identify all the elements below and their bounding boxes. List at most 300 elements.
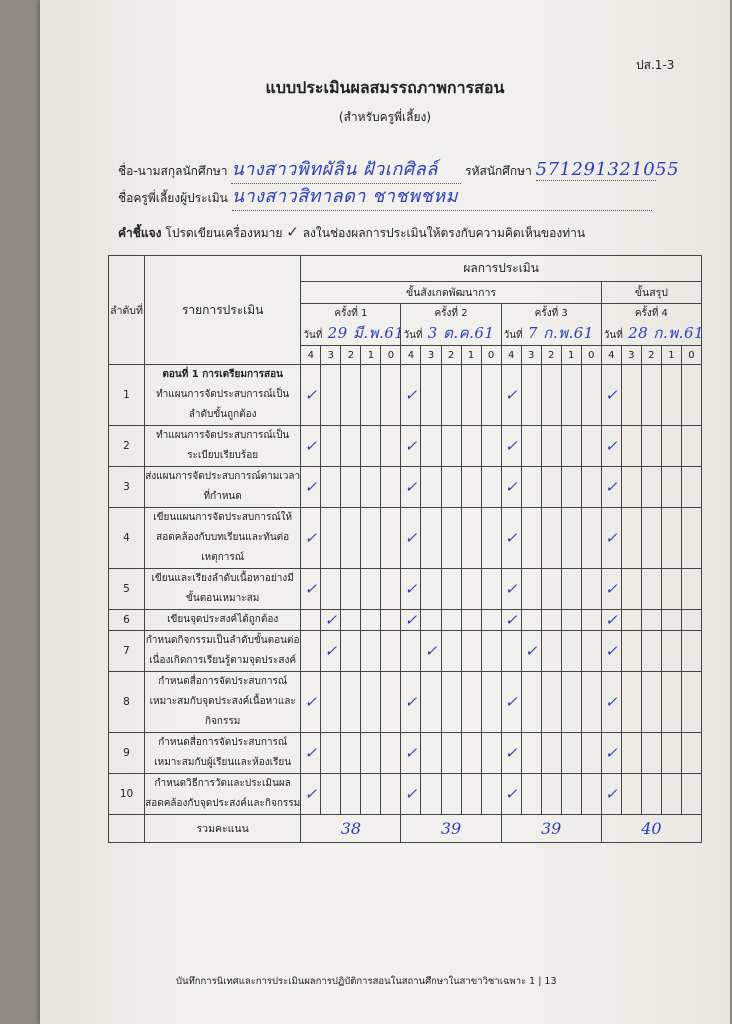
score-cell[interactable] — [621, 365, 641, 426]
checkmark-icon: ✓ — [604, 785, 618, 803]
score-cell[interactable] — [521, 569, 541, 610]
item-text: กำหนดวิธีการวัดและประเมินผลสอดคล้องกับจุดประสงค์และกิจกรรม — [145, 778, 301, 809]
score-cell[interactable] — [341, 774, 361, 815]
round-header — [301, 304, 405, 346]
checkmark-icon: ✓ — [404, 386, 418, 404]
checkmark-icon: ✓ — [604, 693, 618, 711]
score-cell[interactable] — [481, 774, 501, 815]
item-number: 8 — [109, 672, 145, 733]
score-cell[interactable] — [541, 774, 561, 815]
student-name-label: ชื่อ-นามสกุลนักศึกษา — [118, 164, 228, 178]
score-cell[interactable] — [341, 672, 361, 733]
score-cell[interactable] — [661, 774, 681, 815]
item-description — [145, 508, 301, 569]
score-cell[interactable] — [541, 672, 561, 733]
score-cell[interactable] — [621, 672, 641, 733]
score-cell[interactable] — [601, 467, 621, 508]
score-cell[interactable] — [381, 672, 401, 733]
result-header: ผลการประเมิน — [301, 256, 702, 282]
score-level-header: 2 — [441, 346, 461, 365]
score-cell[interactable] — [421, 569, 441, 610]
score-cell[interactable] — [461, 467, 481, 508]
score-cell[interactable] — [341, 467, 361, 508]
score-cell[interactable] — [401, 467, 421, 508]
score-cell[interactable] — [521, 365, 541, 426]
score-cell[interactable] — [381, 569, 401, 610]
score-cell[interactable] — [601, 610, 621, 631]
score-cell[interactable] — [321, 467, 341, 508]
score-cell[interactable] — [321, 569, 341, 610]
score-cell[interactable] — [621, 569, 641, 610]
score-cell[interactable] — [401, 569, 421, 610]
score-cell[interactable] — [661, 426, 681, 467]
score-cell[interactable] — [481, 467, 501, 508]
score-cell[interactable] — [441, 672, 461, 733]
score-cell[interactable] — [541, 508, 561, 569]
score-cell[interactable] — [541, 365, 561, 426]
score-cell[interactable] — [481, 631, 501, 672]
item-number: 1 — [109, 365, 145, 426]
score-cell[interactable] — [421, 508, 441, 569]
student-name-field[interactable] — [231, 154, 461, 184]
instructions — [118, 223, 585, 243]
score-cell[interactable] — [681, 631, 701, 672]
score-cell[interactable] — [681, 569, 701, 610]
round-header — [501, 304, 601, 346]
round-date-value: 3 ต.ค.61 — [422, 324, 495, 342]
score-cell[interactable] — [441, 365, 461, 426]
score-cell[interactable] — [581, 426, 601, 467]
score-cell[interactable] — [321, 733, 341, 774]
score-cell[interactable] — [641, 508, 661, 569]
score-level-header: 4 — [601, 346, 621, 365]
score-cell[interactable] — [681, 508, 701, 569]
checkmark-icon: ✓ — [324, 642, 338, 660]
score-cell[interactable] — [661, 467, 681, 508]
score-cell[interactable] — [421, 426, 441, 467]
score-cell[interactable] — [341, 733, 361, 774]
score-cell[interactable] — [401, 426, 421, 467]
score-cell[interactable] — [561, 672, 581, 733]
score-cell[interactable] — [561, 569, 581, 610]
score-cell[interactable] — [441, 467, 461, 508]
score-cell[interactable] — [621, 774, 641, 815]
score-cell[interactable] — [421, 631, 441, 672]
score-cell[interactable] — [521, 733, 541, 774]
score-cell[interactable] — [501, 365, 521, 426]
checkmark-icon: ✓ — [404, 611, 418, 629]
round-date-prefix: วันที่ — [603, 330, 623, 341]
score-cell[interactable] — [681, 426, 701, 467]
score-cell[interactable] — [581, 508, 601, 569]
score-cell[interactable] — [561, 365, 581, 426]
score-cell[interactable] — [501, 733, 521, 774]
score-cell[interactable] — [441, 774, 461, 815]
score-cell[interactable] — [681, 733, 701, 774]
score-cell[interactable] — [421, 610, 441, 631]
score-cell[interactable] — [441, 508, 461, 569]
item-number: 3 — [109, 467, 145, 508]
score-cell[interactable] — [521, 467, 541, 508]
score-cell[interactable] — [641, 365, 661, 426]
score-cell[interactable] — [541, 631, 561, 672]
score-cell[interactable] — [301, 426, 321, 467]
score-cell[interactable] — [581, 610, 601, 631]
table-row — [109, 672, 702, 733]
score-cell[interactable] — [621, 426, 641, 467]
round-label: ครั้งที่ 3 — [534, 308, 568, 319]
score-cell[interactable] — [461, 610, 481, 631]
score-cell[interactable] — [641, 672, 661, 733]
page-subtitle: (สำหรับครูพี่เลี้ยง) — [338, 110, 432, 124]
score-level-header: 0 — [581, 346, 601, 365]
score-cell[interactable] — [421, 365, 441, 426]
score-level-header: 0 — [481, 346, 501, 365]
student-id-field[interactable] — [535, 159, 680, 181]
table-row — [109, 774, 702, 815]
score-cell[interactable] — [641, 610, 661, 631]
score-cell[interactable] — [501, 672, 521, 733]
score-cell[interactable] — [521, 610, 541, 631]
score-cell[interactable] — [461, 508, 481, 569]
score-cell[interactable] — [461, 569, 481, 610]
score-level-header: 0 — [381, 346, 401, 365]
score-cell[interactable] — [681, 610, 701, 631]
score-cell[interactable] — [481, 365, 501, 426]
score-cell[interactable] — [421, 672, 441, 733]
score-cell[interactable] — [361, 733, 381, 774]
score-cell[interactable] — [641, 631, 661, 672]
score-cell[interactable] — [321, 672, 341, 733]
score-cell[interactable] — [461, 426, 481, 467]
checkmark-icon: ✓ — [286, 223, 299, 241]
score-cell[interactable] — [681, 672, 701, 733]
checkmark-icon: ✓ — [404, 478, 418, 496]
table-row — [109, 365, 702, 426]
score-cell[interactable] — [541, 426, 561, 467]
score-cell[interactable] — [401, 774, 421, 815]
score-cell[interactable] — [581, 672, 601, 733]
score-cell[interactable] — [341, 631, 361, 672]
score-cell[interactable] — [461, 672, 481, 733]
score-cell[interactable] — [521, 508, 541, 569]
score-cell[interactable] — [561, 610, 581, 631]
score-cell[interactable] — [581, 733, 601, 774]
score-level-header: 4 — [401, 346, 421, 365]
score-cell[interactable] — [381, 508, 401, 569]
score-cell[interactable] — [301, 774, 321, 815]
item-description — [145, 774, 301, 815]
score-cell[interactable] — [461, 365, 481, 426]
score-cell[interactable] — [461, 733, 481, 774]
score-cell[interactable] — [601, 774, 621, 815]
round-label: ครั้งที่ 4 — [634, 308, 668, 319]
score-cell[interactable] — [321, 365, 341, 426]
score-cell[interactable] — [341, 610, 361, 631]
round-date — [301, 321, 405, 345]
score-cell[interactable] — [361, 672, 381, 733]
score-cell[interactable] — [501, 508, 521, 569]
score-level-header: 3 — [621, 346, 641, 365]
score-cell[interactable] — [681, 365, 701, 426]
score-cell[interactable] — [541, 733, 561, 774]
item-text: กำหนดสื่อการจัดประสบการณ์เหมาะสมกับผู้เรียนและห้องเรียน — [154, 737, 292, 768]
score-cell[interactable] — [361, 508, 381, 569]
score-cell[interactable] — [641, 733, 661, 774]
score-cell[interactable] — [521, 426, 541, 467]
score-cell[interactable] — [681, 467, 701, 508]
score-cell[interactable] — [481, 672, 501, 733]
round-date — [502, 321, 601, 345]
instructions-heading: คำชี้แจง — [118, 226, 162, 240]
score-cell[interactable] — [661, 610, 681, 631]
score-cell[interactable] — [401, 508, 421, 569]
score-level-header: 1 — [661, 346, 681, 365]
score-cell[interactable] — [601, 508, 621, 569]
score-cell[interactable] — [301, 467, 321, 508]
score-level-header: 3 — [321, 346, 341, 365]
item-number: 2 — [109, 426, 145, 467]
score-cell[interactable] — [361, 774, 381, 815]
score-cell[interactable] — [601, 365, 621, 426]
score-cell[interactable] — [341, 508, 361, 569]
score-cell[interactable] — [661, 365, 681, 426]
score-cell[interactable] — [521, 631, 541, 672]
item-description — [145, 569, 301, 610]
score-cell[interactable] — [301, 672, 321, 733]
item-number: 6 — [109, 610, 145, 631]
checkmark-icon: ✓ — [404, 580, 418, 598]
score-cell[interactable] — [541, 467, 561, 508]
score-cell[interactable] — [361, 426, 381, 467]
checkmark-icon: ✓ — [504, 478, 518, 496]
score-cell[interactable] — [641, 569, 661, 610]
item-description — [145, 610, 301, 631]
instructions-text-after: ลงในช่องผลการประเมินให้ตรงกับความคิดเห็นของท่าน — [302, 226, 586, 240]
column-header-no: ลำดับที่ — [109, 256, 145, 365]
score-cell[interactable] — [361, 610, 381, 631]
score-cell[interactable] — [421, 733, 441, 774]
score-cell[interactable] — [441, 426, 461, 467]
score-cell[interactable] — [301, 508, 321, 569]
table-row — [109, 610, 702, 631]
score-cell[interactable] — [561, 467, 581, 508]
score-level-header: 2 — [641, 346, 661, 365]
score-cell[interactable] — [501, 426, 521, 467]
score-cell[interactable] — [601, 569, 621, 610]
score-cell[interactable] — [561, 426, 581, 467]
score-cell[interactable] — [361, 569, 381, 610]
score-cell[interactable] — [481, 733, 501, 774]
score-cell[interactable] — [341, 365, 361, 426]
score-cell[interactable] — [461, 631, 481, 672]
score-cell[interactable] — [601, 672, 621, 733]
score-cell[interactable] — [461, 774, 481, 815]
score-cell[interactable] — [301, 733, 321, 774]
score-cell[interactable] — [301, 365, 321, 426]
item-description — [145, 672, 301, 733]
checkmark-icon: ✓ — [304, 693, 318, 711]
round-label: ครั้งที่ 1 — [334, 308, 368, 319]
checkmark-icon: ✓ — [604, 529, 618, 547]
score-cell[interactable] — [581, 774, 601, 815]
score-cell[interactable] — [561, 508, 581, 569]
score-cell[interactable] — [341, 569, 361, 610]
score-cell[interactable] — [561, 774, 581, 815]
score-cell[interactable] — [381, 774, 401, 815]
score-cell[interactable] — [301, 569, 321, 610]
item-number: 10 — [109, 774, 145, 815]
score-cell[interactable] — [301, 610, 321, 631]
score-cell[interactable] — [381, 610, 401, 631]
mentor-name-value: นางสาวสิทาลดา ชาชพชหม — [231, 186, 458, 207]
score-cell[interactable] — [381, 365, 401, 426]
score-cell[interactable] — [661, 508, 681, 569]
score-cell[interactable] — [621, 733, 641, 774]
checkmark-icon: ✓ — [604, 478, 618, 496]
round-date — [401, 321, 500, 345]
item-description — [145, 365, 301, 426]
score-level-header: 3 — [521, 346, 541, 365]
score-cell[interactable] — [641, 467, 661, 508]
score-cell[interactable] — [661, 631, 681, 672]
score-cell[interactable] — [421, 467, 441, 508]
score-cell[interactable] — [481, 508, 501, 569]
checkmark-icon: ✓ — [504, 611, 518, 629]
score-level-header: 3 — [421, 346, 441, 365]
item-text: ทำแผนการจัดประสบการณ์เป็นระเบียบเรียบร้อย — [156, 430, 290, 461]
mentor-name-label: ชื่อครูพี่เลี้ยงผู้ประเมิน — [118, 191, 228, 205]
score-cell[interactable] — [521, 672, 541, 733]
score-cell[interactable] — [401, 610, 421, 631]
student-name-value: นางสาวพิทผัลิน ฝัวเกศิลล์ — [231, 159, 438, 180]
score-cell[interactable] — [661, 672, 681, 733]
evaluation-table — [108, 255, 705, 843]
score-cell[interactable] — [621, 508, 641, 569]
score-cell[interactable] — [441, 631, 461, 672]
score-cell[interactable] — [581, 467, 601, 508]
score-cell[interactable] — [381, 467, 401, 508]
item-text: เขียนแผนการจัดประสบการณ์ให้สอดคล้องกับบทเรียนและทันต่อเหตุการณ์ — [153, 512, 293, 563]
checkmark-icon: ✓ — [304, 785, 318, 803]
score-cell[interactable] — [321, 610, 341, 631]
page-footer: บันทึกการนิเทศและการประเมินผลการปฏิบัติการสอนในสถานศึกษาในสาขาวิชาเฉพาะ 1 | 13 — [176, 976, 557, 987]
score-cell[interactable] — [521, 774, 541, 815]
score-cell[interactable] — [501, 610, 521, 631]
score-cell[interactable] — [641, 426, 661, 467]
score-cell[interactable] — [441, 610, 461, 631]
checkmark-icon: ✓ — [504, 693, 518, 711]
score-cell[interactable] — [581, 569, 601, 610]
checkmark-icon: ✓ — [604, 611, 618, 629]
score-cell[interactable] — [661, 733, 681, 774]
checkmark-icon: ✓ — [404, 744, 418, 762]
table-row — [109, 631, 702, 672]
item-text: ทำแผนการจัดประสบการณ์เป็นลำดับขั้นถูกต้อง — [156, 389, 290, 420]
round-date-prefix: วันที่ — [303, 330, 323, 341]
mentor-name-field[interactable] — [232, 181, 652, 211]
round-header — [401, 304, 501, 346]
score-cell[interactable] — [561, 733, 581, 774]
score-cell[interactable] — [641, 774, 661, 815]
score-cell[interactable] — [401, 365, 421, 426]
score-cell[interactable] — [541, 610, 561, 631]
round-date-prefix: วันที่ — [503, 330, 523, 341]
round-date — [602, 321, 705, 345]
item-text: กำหนดสื่อการจัดประสบการณ์เหมาะสมกับจุดประสงค์เนื้อหาและกิจกรรม — [149, 676, 296, 727]
score-cell[interactable] — [361, 467, 381, 508]
score-cell[interactable] — [581, 631, 601, 672]
score-cell[interactable] — [401, 672, 421, 733]
total-score: 39 — [501, 815, 601, 843]
score-cell[interactable] — [501, 774, 521, 815]
student-id-value: 571291321055 — [535, 159, 680, 180]
score-cell[interactable] — [681, 774, 701, 815]
score-cell[interactable] — [661, 569, 681, 610]
total-score: 39 — [401, 815, 501, 843]
score-cell[interactable] — [401, 631, 421, 672]
observe-stage-header: ขั้นสังเกตพัฒนาการ — [301, 282, 601, 304]
checkmark-icon: ✓ — [304, 744, 318, 762]
score-cell[interactable] — [341, 426, 361, 467]
instructions-text-before: โปรดเขียนเครื่องหมาย — [165, 226, 283, 240]
checkmark-icon: ✓ — [304, 437, 318, 455]
score-cell[interactable] — [481, 569, 501, 610]
score-cell[interactable] — [321, 426, 341, 467]
score-cell[interactable] — [501, 631, 521, 672]
score-cell[interactable] — [381, 631, 401, 672]
checkmark-icon: ✓ — [504, 785, 518, 803]
score-cell[interactable] — [381, 426, 401, 467]
score-cell[interactable] — [621, 467, 641, 508]
score-cell[interactable] — [601, 631, 621, 672]
score-cell[interactable] — [421, 774, 441, 815]
score-cell[interactable] — [481, 610, 501, 631]
round-label: ครั้งที่ 2 — [434, 308, 468, 319]
table-row — [109, 733, 702, 774]
score-cell[interactable] — [621, 631, 641, 672]
score-cell[interactable] — [481, 426, 501, 467]
checkmark-icon: ✓ — [404, 785, 418, 803]
score-cell[interactable] — [601, 426, 621, 467]
score-cell[interactable] — [381, 733, 401, 774]
score-cell[interactable] — [401, 733, 421, 774]
score-cell[interactable] — [321, 508, 341, 569]
score-cell[interactable] — [541, 569, 561, 610]
section-title: ตอนที่ 1 การเตรียมการสอน — [162, 369, 283, 380]
score-cell[interactable] — [321, 774, 341, 815]
score-cell[interactable] — [361, 365, 381, 426]
checkmark-icon: ✓ — [604, 580, 618, 598]
summary-stage-header: ขั้นสรุป — [601, 282, 701, 304]
item-number: 5 — [109, 569, 145, 610]
score-cell[interactable] — [361, 631, 381, 672]
score-cell[interactable] — [441, 733, 461, 774]
checkmark-icon: ✓ — [504, 386, 518, 404]
score-cell[interactable] — [501, 569, 521, 610]
score-cell[interactable] — [301, 631, 321, 672]
score-cell[interactable] — [501, 467, 521, 508]
score-cell[interactable] — [581, 365, 601, 426]
score-cell[interactable] — [601, 733, 621, 774]
score-cell[interactable] — [441, 569, 461, 610]
score-cell[interactable] — [561, 631, 581, 672]
table-row — [109, 467, 702, 508]
score-cell[interactable] — [621, 610, 641, 631]
score-cell[interactable] — [321, 631, 341, 672]
mentor-info-line — [118, 181, 652, 211]
checkmark-icon: ✓ — [404, 437, 418, 455]
